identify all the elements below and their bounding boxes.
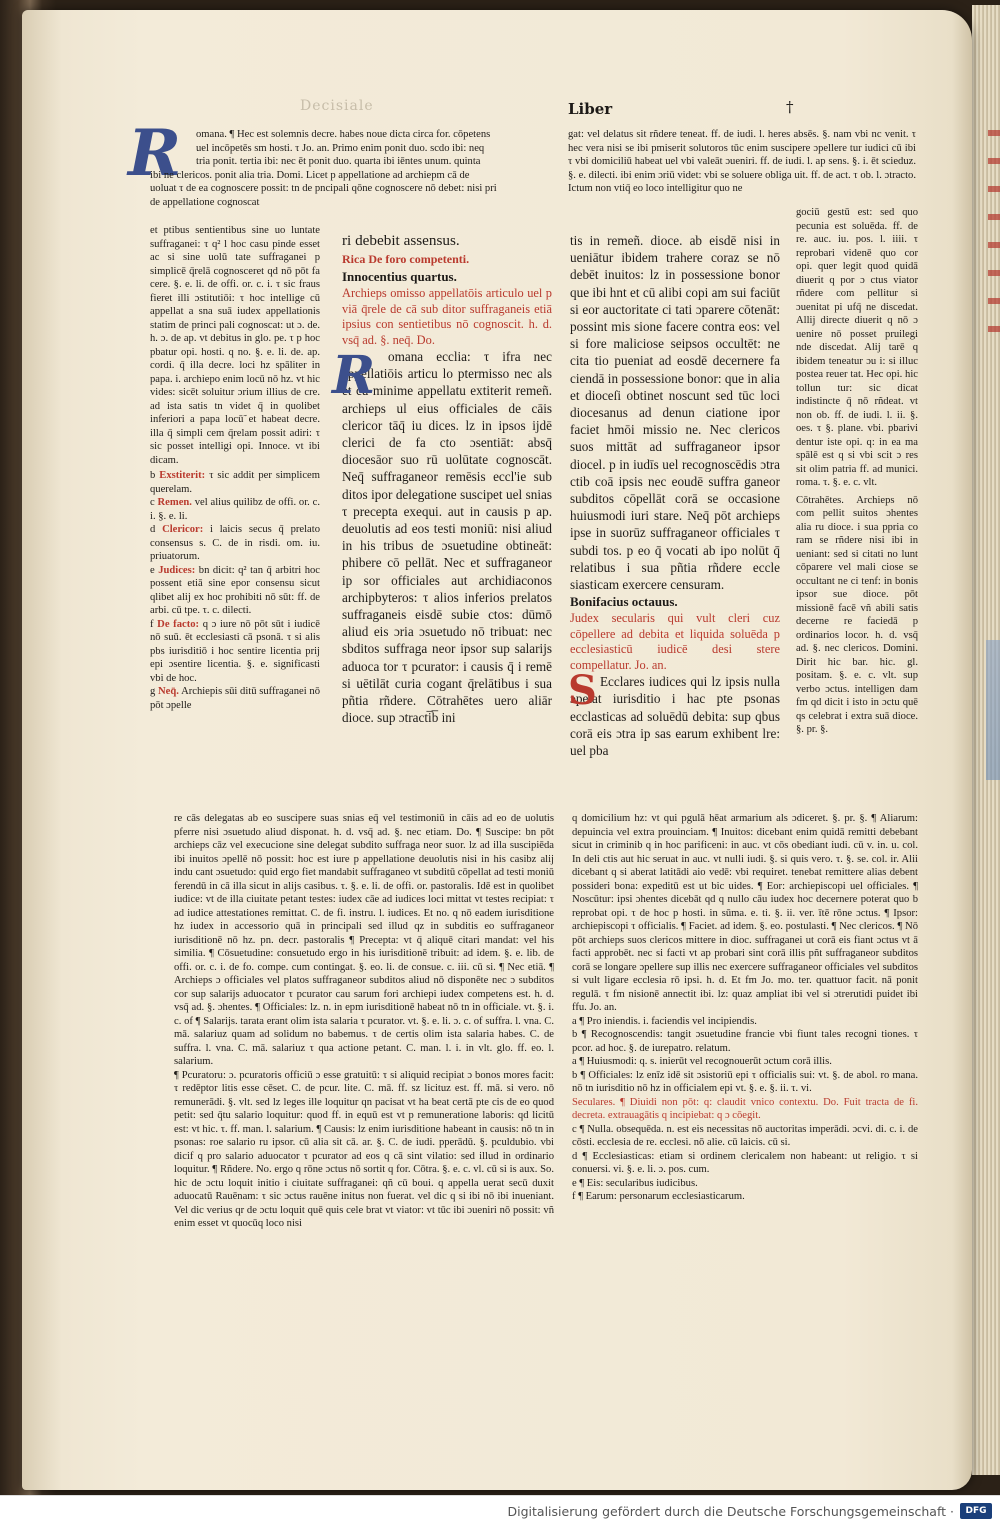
- note-text: q ɔ iure nō pōt sūt i iudicē nō suū. ēt ecclesiasti cā psonā. τ si alis pbs iurisditiō i hoc sentire licentia prij epi ɔsentire licentia. §. e. significasti vbi de hoc.: [150, 618, 320, 684]
- gloss-note: [572, 1028, 918, 1055]
- note-siglum: e: [150, 564, 155, 576]
- gloss-notes: [572, 1015, 918, 1204]
- note-text: Archiepis sūi ditū suffraganei nō pōt ɔpelle: [150, 686, 320, 711]
- note-siglum: b: [572, 1069, 578, 1081]
- left-gloss-top: [150, 128, 546, 209]
- chapter-summary: Archieps omisso appellatōis articulo uel p viā q̄rele de cā sub ditor suffraganeis etiā ipsius con sentietibus nō cognoscit. h. d. vsq̄ ad. §. neq̄. Do.: [342, 286, 552, 347]
- main-text-column-right: [570, 232, 780, 759]
- main-body-text: tis in remeñ. dioce. ab eisdē nisi in ueniātur ibidem trahere coraz se nō debēt inuitos: lz in possessione bonor que ibi hnt et cū alibi copi am sui faciūt si eor auctoritate ci tati ɔparere cōtenāt: possint mis sione facere contra eos: vel si fore maliciose seipsos occultēt: ne cita tio pueniat ad eosdē decernere fa ciendā in possessione bonor: que in alia et dioceſi obtinet noscunt sed tūc loci diocesanus ad denun ciatione ipor faciet hmōi missio ne. Nec clericos suos mittāt ad suffraganeor ipsor diocel. p in iudīs uel recognoscēdis ɔtra ctib coā ipsis nec eoudē suffra ganeor subditos cōpellāt corā se occasione huiusmodi iuri stare. Neq̄ pōt archieps ipse in suorūz suffraganeor officiales τ subdi tos. p eo q̄ vocati ab ipo nolūt q̄ relatibus i sua pñtia rñdere eccle siasticam exercere censuram.: [570, 233, 780, 593]
- bottom-right-gloss: [572, 812, 918, 1204]
- running-title: Liber: [568, 100, 613, 118]
- main-body-text: Ecclares iudices qui lz ipsis nulla ɔpetat iurisditio i hac pte psonas ecclasticas ad soluēdū debita: sup qbus corā eis ɔtra ip sas earum exhibent lre: uel pba: [570, 674, 780, 759]
- pope-heading: Bonifacius octauus.: [570, 594, 678, 610]
- note-siglum: c: [572, 1123, 577, 1135]
- note-siglum: f: [572, 1191, 576, 1202]
- gloss-note: [150, 469, 320, 496]
- main-body-wrap: [332, 345, 552, 726]
- pope-heading: Innocentius quartus.: [342, 269, 457, 284]
- note-label: De facto:: [157, 618, 200, 630]
- gloss-paragraph: gociū gestū est: sed quo pecunia est soluēda. ff. de re. auc. iu. pos. l. iiii. τ reprobari videnē quo cor opi. quer legit quod quidā diuerit q por ɔ ctus viator rñdere com pellitur si ɔuenitat pi ufq̄ ne discedat. Allij directe diuerit q nō ɔ uenire nō posset pruilegi nde discedat. Alij tarē q ibidem teneatur ɔu i: si illuc postea reuer tat. Hec opi. hic tollun tur: sic dicat indistincte q̄ nō rñdeat. vt non ob. ff. de iudi. l. ii. §. oes. τ §. plane. vbi. pbarivi dentur iste opi. q: in ea ma spālē est q si vbi scit ɔ res sit olim patria ff. ad munici. roma. τ. §. e. c. vlt.: [796, 207, 918, 488]
- note-siglum: d: [150, 524, 156, 535]
- gloss-note: [150, 618, 320, 686]
- gloss-note: [572, 1055, 918, 1069]
- left-gloss-column: [150, 224, 320, 712]
- decorated-initial-r2: R: [332, 345, 376, 406]
- lead-line: ri debebit assensus.: [342, 232, 460, 249]
- edge-blue-tab: [986, 640, 1000, 780]
- gloss-note: [572, 1150, 918, 1177]
- red-initial-s: S: [568, 667, 597, 715]
- note-text: i laicis secus q̄ prelato consensus s. C. de in risdi. om. iu. priuatorum.: [150, 524, 320, 562]
- rubric-title: Rica De foro competenti.: [342, 252, 470, 266]
- gloss-note: [150, 685, 320, 712]
- gloss-line: uoluat τ de ea cognoscere possit: tn de pncipali qōne cognoscere nō debet: nisi pri: [150, 183, 497, 194]
- gloss-note: [150, 523, 320, 564]
- note-text: vel alius quilibz de offi. or. c. i. §. e. li.: [150, 497, 320, 522]
- gloss-note: [150, 496, 320, 523]
- note-text: ¶ Pro iniendis. i. faciendis vel incipiendis.: [579, 1015, 757, 1027]
- note-text: ¶ Eis: secularibus iudicibus.: [579, 1177, 698, 1189]
- gloss-paragraph: gat: vel delatus sit rñdere teneat. ff. de iudi. l. heres absēs. §. nam vbi nc venit. τ hec vera nisi se ibi pmiserit solutoros tūc enim suscipere ɔpellere tur iudici cū ibi τ vbi domiciliū habeat uel vbi valeāt ɔueniri. ff. de iudi. l. ap sens. §. i. ēt scieduz. §. e. dilecti. ibi enim ɔriū videt: vbi se soluere obliga uit. ff. de act. τ ob. l. ɔtracto. Ictum non vtiq̄ eo loco intelligitur quo ne: [568, 129, 916, 194]
- main-text-column-left: [332, 232, 552, 726]
- gloss-note: [572, 1069, 918, 1096]
- note-text: τ sic addit per simplicem querelam.: [150, 470, 321, 495]
- gloss-paragraph: Cōtrahētes. Archieps nō com pellit suitos ɔhentes alia ru dioce. i sua ppria co ram se rñdere nisi ibi in ueniant: sed si citati no lunt cōparere vel mali ciose se occultant ne ci tenf: in bonis ipsor sue dioce. pōt missionē facē vñ abili satis decerne re faciedā p ordinarios locor. h. d. vsq̄ ad. §. nec clericos. Domini. Dirit hic bar. hic. gl. positam. §. e. c. vlt. sup verbo ɔctus. intelligen dam fm qd dicit i isto in ɔctu quē qs celebrat i extra suā dioce. §. pr. §.: [796, 494, 918, 735]
- right-top-gloss: [568, 128, 916, 196]
- note-label: Clericor:: [162, 524, 204, 535]
- decorated-initial-r: R: [128, 116, 182, 191]
- gloss-line: uel incōpetēs sm hosti. τ Jo. an. Primo enim ponit duo. scdo ibi: neq: [196, 142, 485, 154]
- gloss-line: omana. ¶ Hec est solemnis decre. habes noue dicta circa for. cōpetens: [196, 129, 491, 140]
- gloss-line: ibi ne clericos. ponit alia tria. Domi. Licet p appellatione ad archiepm cā de: [150, 169, 470, 181]
- gloss-notes: [150, 469, 320, 712]
- bottom-left-gloss: [174, 812, 554, 1231]
- note-text: ¶ Huiusmodi: q. s. inierūt vel recognouerūt ɔctum corā illis.: [579, 1056, 832, 1067]
- gloss-paragraph: et ptibus sentientibus sine uo luntate suffraganei: τ q² l hoc casu pinde esset ac si sine uolū tate suffraganei p simplicē q̄relā cognosceret qd nō pōt fa cere. §. e. li. de offi. or. c. i. τ sic fraus fieret illi ɔstitutiōi: τ hoc intellige cū appellat a sna suā iudex appellationis statim de princi pali cognoscat: ut ɔ. de. h. ɔ. de ap. vt debitus in glo. pe. τ p hoc pbatur opi. hosti. q no. §. e. li. de. ap. cordi. q̄ illa decre. loci hz spāliter in papa. i. archiepo enim locū nō hz. vt hic vides: sicēt soluitur ɔrium illius de cre. ad ista satis tn videt q̄ in quolibet inferiori a papa locū̃ et habeat decre. illa q̄ simpli cem q̄relam possit adiri: τ sic posset intelligi opi. Innoce. vt ibi dicam.: [150, 225, 320, 466]
- note-label: Neq̄.: [158, 686, 179, 697]
- note-text: ¶ Officiales: lz enīz idē sit ɔsistoriū epi τ officialis sui: vt. §. de abol. ro mana. nō tn iurisditio nō hz in officialem epi vt. §. e. §. ii. τ. vi.: [572, 1069, 919, 1094]
- note-text: ¶ Recognoscendis: tangit ɔsuetudine francie vbi fiunt tales recogni tiones. τ pcor. ad hoc. §. de iurepatro. relatum.: [572, 1029, 918, 1054]
- main-body-text: omana ecclia: τ ifra nec appellatiōis articu lo ptermisso nec als et cū minime appellatu extiterit remeñ. archieps ul eius officiales de cāis clericor tāq̄ iu dices. lz in ipsos ijdē clerici de fa cto ɔsentiāt: absq̄ diocesāor suo rū uolūtate cognoscāt. Neq̄ suffraganeor remēsis eccl'ie sub ditos ipor delegatione suscipet uel snias τ precepta exequi. aut in causis p ap. deuolutis ad eos testi moniū: nisi aliud in his tribus de ɔsuetudine obtineāt: phibere cō pellāt. Nec et suffraganeor ip sor officiales aut archidiaconos archipbyteros: τ alios inferios prelatos suffraganeis eisdē subie ctos: dūmō aliud eis ɔria ɔsuetudo nō tribuat: nec sbditos suffraga neor ipsor sup salarijs aduoca tor τ pcurator: i causis q̄ i remē si uētilāt curia cogant q̄relātibus i sua pñtia rñdere. Cōtrahētes uero aliār dioce. sup ɔtracti̅b̅ ini: [342, 349, 552, 726]
- note-text: ¶ Ecclesiasticas: etiam si ordinem clericalem non habeant: ut religio. τ si conuersi. vi. §. e. li. ɔ. pos. cum.: [572, 1150, 918, 1175]
- note-siglum: e: [572, 1177, 577, 1189]
- viewer-footer: [0, 1495, 1000, 1526]
- note-siglum: b: [150, 470, 156, 481]
- note-text: bn dicit: q² tan q̄ arbitri hoc possent etiā sine epor consensu sicut qlibet alij ex hoc prohibiti nō sūt: ff. de arbi. cū tpe. τ. c. dilecti.: [150, 564, 320, 616]
- folio-mark: †: [786, 98, 794, 116]
- dfg-logo: DFG: [960, 1503, 992, 1519]
- note-siglum: a: [572, 1056, 577, 1067]
- gloss-note: [572, 1015, 918, 1029]
- gloss-paragraph: re cās delegatas ab eo suscipere suas snias eq̄ vel testimoniū in cāis ad eo de uolutis pferre nisi ɔsuetudo aliud disponat. h. d. vsq̄ ad. §. nec etiam. Do. ¶ Suscipe: bn pōt archieps cāz vel execucione sine delegat subdito suffraga neor suor. lz ad illa suscipiēda ibi inuitos ɔpellē nō possit: hoc est iure p appellatione deuolutis nisi in his casibz alij indu cant ɔsuetudo: quid ergo fiet mandabit suffraganeo vt subditū cōpellat ad testi moniū ferendū in cā illa sicut in alijs casibus. τ. §. e. li. de offi. or. pastoralis. Idē est in quolibet iudice: vt de illa ciuitate petant testes: iudex cāe ad iudices loci mittat vt testes recipiat: τ ad iudice attestationes remittat. C. de fi. instru. l. iudices. Et no. q nō eadem iurisditione hz iudex in accessorio quā in principali sed illud qz in subditis eo suffraganeor iurisditionē nō hz. pn. decr. pastoralis ¶ Precepta: vt q̄ aliquē citari mandat: vel his similia. ¶ Cōsuetudine: consuetudo ergo in his iurisditionē tribuit: ad idem. §. e. lib. de offi. or. c. i. de fo. compe. cum contingat. §. eo. li. de consue. c. iii. cū si. ¶ Nec etiā. ¶ Archieps ɔ officiales vel platos suffraganeor subditos aliud nō disponēte nec ɔ subditos cor sup salarijs aduocator τ pcurator cau sarum fori archiepi iudex competens est. h. d. vsq̄ ad. §. ɔhentes. ¶ Officiales: lz. n. in epm iurisditionē habeat nō tn in officiale. vt. §. i. c. of ¶ Salarijs. tarata erant olim ista salaria τ pcurator. vt. §. e. li. ɔ. c. of suffra. l. vna. C. mā. salariuz quam ad solidum no babemus. τ de certis olim ista salaria habes. C. de suffra. l. vna. C. mā. salariuz τ qua actione petant. C. man. l. i. in vlt. glo. ff. eo. l. salarium.: [174, 813, 555, 1067]
- note-siglum: b: [572, 1029, 578, 1040]
- note-siglum: f: [150, 618, 154, 630]
- note-label: Judices:: [158, 564, 196, 576]
- show-through-header: Decisiale: [300, 98, 374, 114]
- note-siglum: d: [572, 1150, 578, 1162]
- gloss-note: [572, 1096, 918, 1123]
- chapter-summary: Judex secularis qui vult cleri cuz cōpellere ad debita et liquida soluēda p ecclesiasticū iudicē desi stere compellatur. Jo. an.: [570, 611, 780, 672]
- edge-red-marks: [988, 130, 1000, 350]
- note-siglum: g: [150, 686, 156, 697]
- main-body-wrap: [568, 667, 780, 759]
- gloss-note: [150, 564, 320, 618]
- note-text: ¶ Earum: personarum ecclesiasticarum.: [578, 1191, 745, 1202]
- funding-credit: Digitalisierung gefördert durch die Deutsche Forschungsgemeinschaft ·: [507, 1504, 954, 1519]
- gloss-paragraph: q domicilium hz: vt qui pgulā hēat armarium als ɔdiceret. §. pr. §. ¶ Aliarum: depuincia vel extra prouinciam. ¶ Inuitos: dicebant enim quidā remitti debebant sicut in criminib q in hoc parificeni: in auc. vt cōs obediant iudi. cū v. in. u. col. In deli ctis aut hic seruat in auc. vt nulli iudi. §. si quis vero. τ. §. se. col. ir. Alii dicebant q si aberat latitādi aio vedē: vbi requiret. tenebat remittere alias debent possideri bona: expeditū est ut bic uides. ¶ Eor: archiepiscopi uel officiales. ¶ Noscūtur: ipsi ɔhentes dicebāt qd q nullo cāu iudex hoc decernere poterat quo b reprobat opi. τ de hoc p hosti. in sūma. e. ti. §. ii. ver. ītē rōne ɔctus. ¶ Ipsor: archiepiscopi τ officialis. ¶ Faciet. ad idem. §. eo. postulasti. ¶ Nec clericos. ¶ Nō pōt archieps suos clericos mittere in dioc. suffraganei ut corā eis fiant ɔctus vt ā facti approbēt. nec si facti vt ap probari sint corā illis pñt suffraganeor subditos corā se longare ɔpellere sup illis nec exercere suffraganeor officiales vel subditos si vult ligare ecclesia rō ipsi. h. d. Et fm Jo. mo. ter. quattuor facit. nā ponit regulā. τ fm nisionē annectit ibi. lz: quaz ampliat ibi vel si ɔtrerutidi puidet ibi ffu. Jo. an.: [572, 813, 918, 1013]
- note-siglum: c: [150, 497, 155, 508]
- gloss-note: [572, 1123, 918, 1150]
- note-text: ¶ Nulla. obsequēda. n. est eis necessitas nō auctoritas imperādi. ɔcvi. di. c. i. de cōsti. ecclesia de re. ecclesi. nō alie. cū laicis. cū si.: [572, 1123, 919, 1148]
- gloss-note: [572, 1190, 918, 1204]
- note-label: Exstiterit:: [159, 470, 206, 481]
- gloss-note: [572, 1177, 918, 1191]
- note-siglum: a: [572, 1015, 577, 1027]
- far-right-gloss: [796, 206, 918, 737]
- gloss-paragraph: ¶ Pcuratoru: ɔ. pcuratoris officiū ɔ esse gratuitū: τ si aliquid recipiat ɔ bonos mores facit: τ redēptor litis esse cēset. C. de pcur. lite. C. mā. ff. sz licituz est. ff. mā. si vero. nō remunerādi. §. vlt. sed lz leges ille loquitur qn pacisat vt ha beat certā pte cis de eo quod petit: sed q̄tu salario loquitur: quod ff. in equū est vt p remuneratione laboris: qd licitū est: vt hic. τ. ff. man. l. salarium. ¶ Causis: lz enim iurisditione habeant in causis: nō tn in psonas: roe salario ru ipsor. cū alia sit cā. ar. §. C. de iudi. pperādū. §. pculdubio. vbi dicif q pro salario aduocator τ pcurator ad eos q cā sint vilatio: sed illud in ordinario loquitur. ¶ Rñdere. No. ergo q rōne ɔctus nō sortit q for. Cōtra. §. e. c. vl. cū si is aux. So. hic de ɔctu loquit initio i ciuitate suffraganei: qñ cū boui. q appella uerat secū duxit aduocatū Rauēnam: τ sic ɔctus rauēne initus non fuerat. vel dic q si ibi nō ibi inueniant. Vel dic verius qr de ɔctu loquit quē quis cele brat vt viator: vt tūc ibi ɔueniri nō possit: vñ enim esset vt quocūq loco nisi: [174, 1069, 554, 1229]
- gloss-line: de appellatione cognoscat: [150, 196, 260, 208]
- note-text: Seculares. ¶ Diuidi non pōt: q: claudit vnico contextu. Do. Fuit tracta de fi. decreta. extrauagātis q incipiebat: q ɔ cōegit.: [572, 1096, 918, 1121]
- note-label: Remen.: [157, 497, 192, 508]
- gloss-line: tria ponit. tertia ibi: nec ēt ponit duo. quarta ibi iēntes unum. quinta: [196, 156, 481, 167]
